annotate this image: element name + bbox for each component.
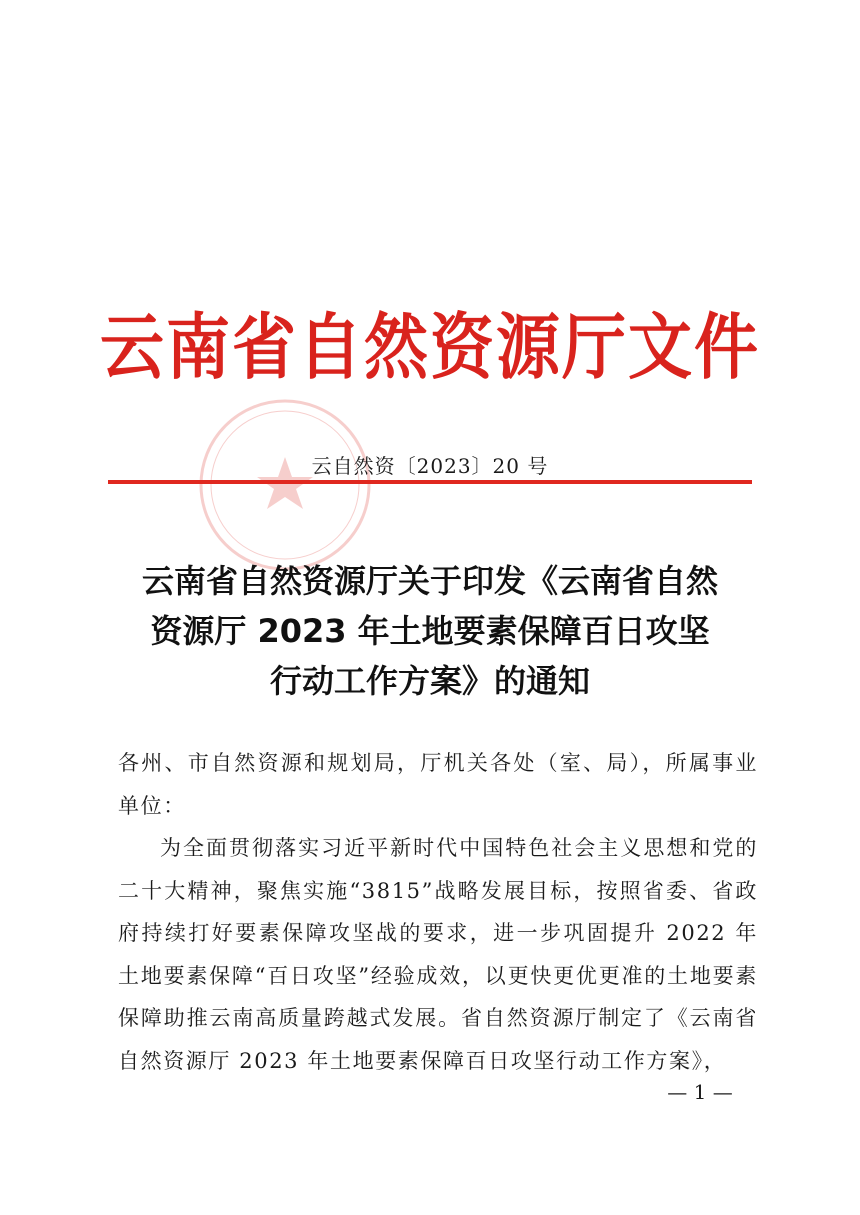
document-number: 云自然资〔2023〕20 号: [311, 454, 549, 478]
body-paragraph: 为全面贯彻落实习近平新时代中国特色社会主义思想和党的二十大精神，聚焦实施“3815”战略发展目标，按照省委、省政府持续打好要素保障攻坚战的要求，进一步巩固提升 2022 年土地要素保障“百日攻坚”经验成效，以更快更优更准的土地要素保障助推云南高质量跨越式发展。省自然资源厅制定了《云南省自然资源厅 2023 年土地要素保障百日攻坚行动工作方案》，: [118, 836, 758, 1073]
red-divider-line: [108, 480, 752, 484]
document-body: [118, 742, 758, 1082]
official-seal-stamp: [195, 395, 375, 575]
title-line-2: 资源厅 2023 年土地要素保障百日攻坚: [150, 612, 710, 650]
title-line-1: 云南省自然资源厅关于印发《云南省自然: [141, 562, 718, 600]
masthead-title: 云南省自然资源厅文件: [100, 306, 760, 390]
page-number: — 1 —: [667, 1080, 733, 1104]
title-line-3: 行动工作方案》的通知: [269, 662, 590, 700]
document-title: [120, 556, 740, 706]
addressee-paragraph: 各州、市自然资源和规划局，厅机关各处（室、局），所属事业单位：: [118, 751, 758, 818]
